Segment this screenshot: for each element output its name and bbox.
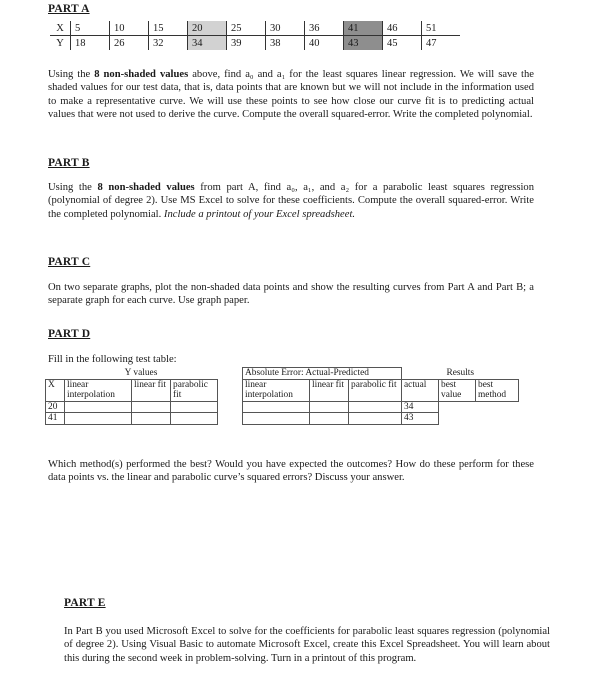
x-cell: 46 <box>383 21 422 36</box>
test-table-row <box>46 401 519 413</box>
y-cell: 40 <box>305 36 344 51</box>
input-cell <box>65 401 132 413</box>
part-c-title: PART C <box>48 256 91 268</box>
part-a-text-rest: above, find a₀ and a₁ for the least squares linear regression. We will save the shaded values for our test data, that is, data points that are known but we will not include in the information used to make a representative curve. We will use these points to see how close our curve fit is to predicting actual values that were not used to derive the curve. Compute the overall squared-error. Write the completed polynomial. <box>48 69 534 121</box>
part-b-text-italic: Include a printout of your Excel spreadsheet. <box>163 208 356 220</box>
group-y-values: Y values <box>124 367 158 378</box>
col-error-parabolic-fit: parabolic fit <box>349 379 402 401</box>
y-cell: 47 <box>422 36 461 51</box>
x-cell: 25 <box>227 21 266 36</box>
x-cell: 5 <box>71 21 110 36</box>
input-cell <box>349 413 402 425</box>
part-e-instructions: In Part B you used Microsoft Excel to solve for the coefficients for parabolic least squares regression (polynomial of degree 2). Using Visual Basic to automate Microsoft Excel, create this Excel Spreadsheet. You will learn about this during the second week in problem-solving. Turn in a printout of this program. <box>64 626 550 664</box>
part-a-text-lead: Using the <box>48 69 95 80</box>
col-linear-interpolation: linear interpolation <box>65 379 132 401</box>
test-table-column-header <box>46 379 519 401</box>
input-cell <box>171 401 218 413</box>
row-actual-value: 34 <box>402 401 439 413</box>
row-x-value: 41 <box>46 413 65 425</box>
part-b-text-lead: Using the <box>48 182 98 193</box>
input-cell <box>171 413 218 425</box>
y-label: Y <box>56 37 64 49</box>
x-cell: 51 <box>422 21 461 36</box>
part-d-question: Which method(s) performed the best? Would you have expected the outcomes? How do these perform for these data points vs. the linear and parabolic curve’s squared errors? Discuss your answer. <box>48 459 534 484</box>
y-cell: 26 <box>110 36 149 51</box>
y-cell: 32 <box>149 36 188 51</box>
part-d-title: PART D <box>48 328 91 340</box>
input-cell <box>65 413 132 425</box>
y-row <box>50 36 460 51</box>
x-row <box>50 21 460 36</box>
y-cell-shaded: 34 <box>188 36 227 51</box>
x-cell: 36 <box>305 21 344 36</box>
input-cell <box>132 413 171 425</box>
col-x-header: X <box>46 379 65 401</box>
x-cell: 10 <box>110 21 149 36</box>
part-d-intro: Fill in the following test table: <box>48 354 177 365</box>
part-a-data-table <box>50 21 460 50</box>
part-c-instructions: On two separate graphs, plot the non-shaded data points and show the resulting curves from Part A and Part B; a separate graph for each curve. Use graph paper. <box>48 282 534 307</box>
test-table <box>45 367 519 425</box>
part-a-title: PART A <box>48 3 90 15</box>
test-table-row <box>46 413 519 425</box>
test-table-group-header <box>46 368 519 380</box>
col-linear-fit: linear fit <box>132 379 171 401</box>
part-e-title: PART E <box>64 597 106 609</box>
col-error-linear-interpolation: linear interpolation <box>243 379 310 401</box>
row-x-value: 20 <box>46 401 65 413</box>
part-a-text-bold: 8 non-shaded values <box>94 69 189 80</box>
x-cell-shaded: 41 <box>344 21 383 36</box>
x-label: X <box>50 21 71 36</box>
y-cell: 45 <box>383 36 422 51</box>
col-actual: actual <box>402 379 439 401</box>
group-absolute-error: Absolute Error: Actual-Predicted <box>243 368 402 380</box>
x-cell-shaded: 20 <box>188 21 227 36</box>
col-error-linear-fit: linear fit <box>310 379 349 401</box>
group-results: Results <box>446 367 475 378</box>
y-cell: 38 <box>266 36 305 51</box>
col-parabolic-fit: parabolic fit <box>171 379 218 401</box>
part-b-title: PART B <box>48 157 90 169</box>
col-best-method: best method <box>476 379 519 401</box>
x-cell: 15 <box>149 21 188 36</box>
input-cell <box>132 401 171 413</box>
y-cell: 39 <box>227 36 266 51</box>
input-cell <box>349 401 402 413</box>
input-cell <box>310 401 349 413</box>
input-cell <box>243 413 310 425</box>
part-b-text-bold: 8 non-shaded values <box>97 182 195 193</box>
row-actual-value: 43 <box>402 413 439 425</box>
input-cell <box>310 413 349 425</box>
part-b-instructions <box>48 181 534 221</box>
x-cell: 30 <box>266 21 305 36</box>
part-b-text-rest: from part A, find a₀, a₁, and a₂ for a parabolic least squares regression (polynomial of degree 2). Use MS Excel to solve for these coefficients. Compute the overall squared-error. Write the completed polynomial. <box>48 182 534 220</box>
part-a-instructions <box>48 68 534 122</box>
input-cell <box>243 401 310 413</box>
col-best-value: best value <box>439 379 476 401</box>
y-cell-shaded: 43 <box>344 36 383 51</box>
y-cell: 18 <box>71 36 110 51</box>
